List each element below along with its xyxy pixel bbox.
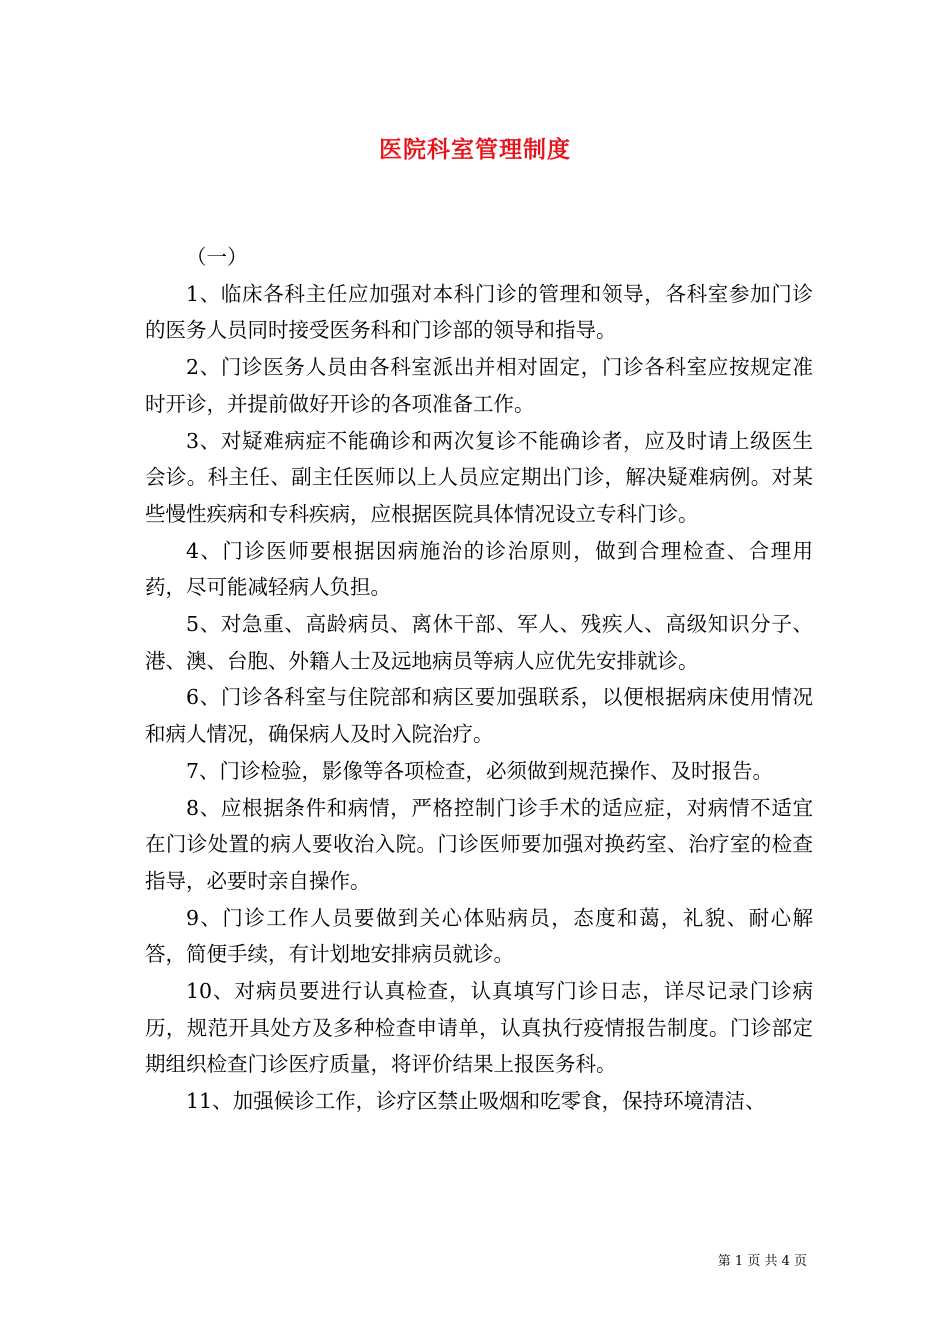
document-title: 医院科室管理制度 <box>379 136 571 163</box>
paragraph-4: 4、门诊医师要根据因病施治的诊治原则，做到合理检查、合理用药，尽可能减轻病人负担。 <box>145 538 813 600</box>
paragraph-10: 10、对病员要进行认真检查，认真填写门诊日志，详尽记录门诊病历，规范开具处方及多种检查申请单，认真执行疫情报告制度。门诊部定期组织检查门诊医疗质量，将评价结果上报医务科。 <box>145 979 813 1077</box>
paragraph-5: 5、对急重、高龄病员、离休干部、军人、残疾人、高级知识分子、港、澳、台胞、外籍人士及远地病员等病人应优先安排就诊。 <box>145 612 813 673</box>
page-number-footer <box>718 1250 807 1269</box>
document-body <box>145 239 813 1120</box>
paragraph-2: 2、门诊医务人员由各科室派出并相对固定，门诊各科室应按规定准时开诊，并提前做好开诊的各项准备工作。 <box>145 355 813 416</box>
paragraph-3: 3、对疑难病症不能确诊和两次复诊不能确诊者，应及时请上级医生会诊。科主任、副主任医师以上人员应定期出门诊，解决疑难病例。对某些慢性疾病和专科疾病，应根据医院具体情况设立专科门诊。 <box>145 428 813 526</box>
paragraph-6: 6、门诊各科室与住院部和病区要加强联系，以便根据病床使用情况和病人情况，确保病人及时入院治疗。 <box>145 685 813 747</box>
paragraph-11: 11、加强候诊工作，诊疗区禁止吸烟和吃零食，保持环境清洁、 <box>186 1089 766 1114</box>
paragraph-8: 8、应根据条件和病情，严格控制门诊手术的适应症，对病情不适宜在门诊处置的病人要收治入院。门诊医师要加强对换药室、治疗室的检查指导，必要时亲自操作。 <box>145 795 813 893</box>
page-number-label: 第 1 页 共 4 页 <box>717 1254 807 1269</box>
paragraph-1: 1、临床各科主任应加强对本科门诊的管理和领导，各科室参加门诊的医务人员同时接受医务科和门诊部的领导和指导。 <box>145 281 813 343</box>
paragraph-7: 7、门诊检验，影像等各项检查，必须做到规范操作、及时报告。 <box>186 758 774 783</box>
section-heading: （一） <box>186 245 248 269</box>
paragraph-9: 9、门诊工作人员要做到关心体贴病员，态度和蔼，礼貌、耐心解答，简便手续，有计划地安排病员就诊。 <box>145 905 813 967</box>
